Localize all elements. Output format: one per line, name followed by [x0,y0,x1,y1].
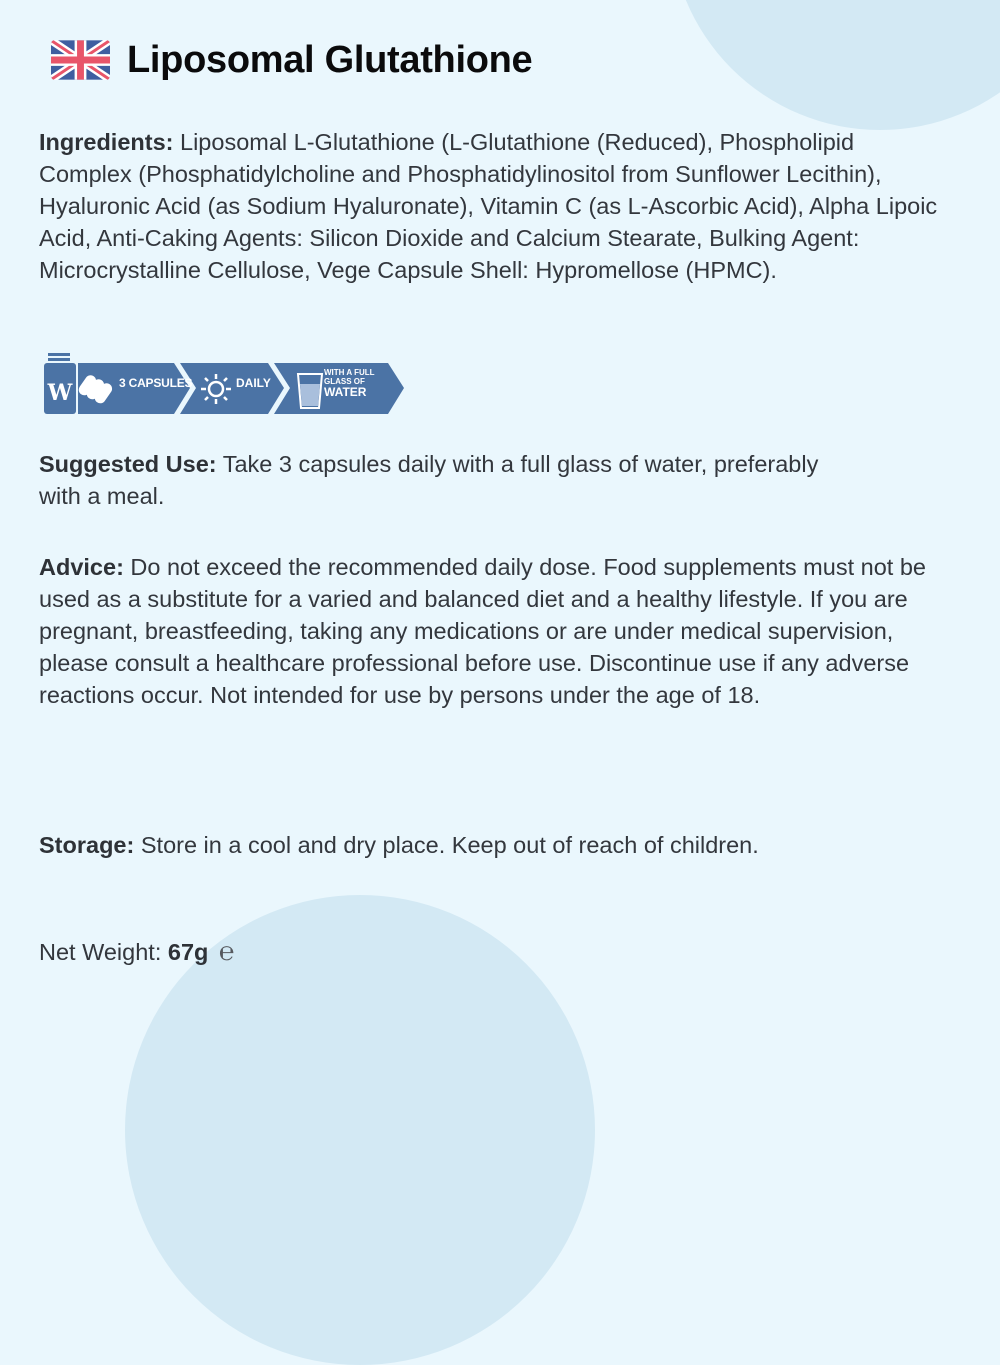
decorative-circle-top [670,0,1000,130]
suggested-use-label: Suggested Use: [39,451,217,477]
svg-text:W: W [47,380,73,406]
ingredients-text: Liposomal L-Glutathione (L-Glutathione (Reduced), Phospholipid Complex (Phosphatidylcholine and Phosphatidylinositol from Sunflower Lecithin), Hyaluronic Acid (as Sodium Hyaluronate), Vitamin C (as L-Ascorbic Acid), Alpha Lipoic Acid, Anti-Caking Agents: Silicon Dioxide and Calcium Stearate, Bulking Agent: Microcrystalline Cellulose, Vege Capsule Shell: Hypromellose (HPMC). [39,129,938,283]
ingredients-label: Ingredients: [39,129,174,155]
header [51,38,532,82]
advice-label: Advice: [39,554,124,580]
storage-label: Storage: [39,832,135,858]
page-title: Liposomal Glutathione [127,39,533,81]
suggested-use-text: Take 3 capsules daily with a full glass of water, preferably with a meal. [39,451,819,509]
suggested-use-section [39,448,839,512]
dosage-step-daily: DAILY [236,376,271,390]
net-weight-label: Net Weight: [39,939,162,965]
net-weight-value: 67g [167,939,209,965]
dosage-step-capsules: 3 CAPSULES [119,376,193,390]
ingredients-section [39,126,939,286]
advice-text: Do not exceed the recommended daily dose. Food supplements must not be used as a substitute for a varied and balanced diet and a healthy lifestyle. If you are pregnant, breastfeeding, taking any medications or are under medical supervision, please consult a healthcare professional before use. Discontinue use if any adverse reactions occur. Not intended for use by persons under the age of 18. [39,554,926,708]
storage-text: Store in a cool and dry place. Keep out of reach of children. [140,832,759,858]
water-big-label: WATER [324,385,367,399]
uk-flag-icon [51,40,110,80]
supplement-jar-icon [44,353,76,414]
water-small-label: WITH A FULL GLASS OF [324,368,375,386]
net-weight-section [39,936,939,968]
dosage-banner [44,352,404,414]
dosage-step-water [324,368,376,399]
estimated-sign-icon: ℮ [218,937,235,967]
advice-section [39,551,939,711]
storage-section [39,829,799,861]
